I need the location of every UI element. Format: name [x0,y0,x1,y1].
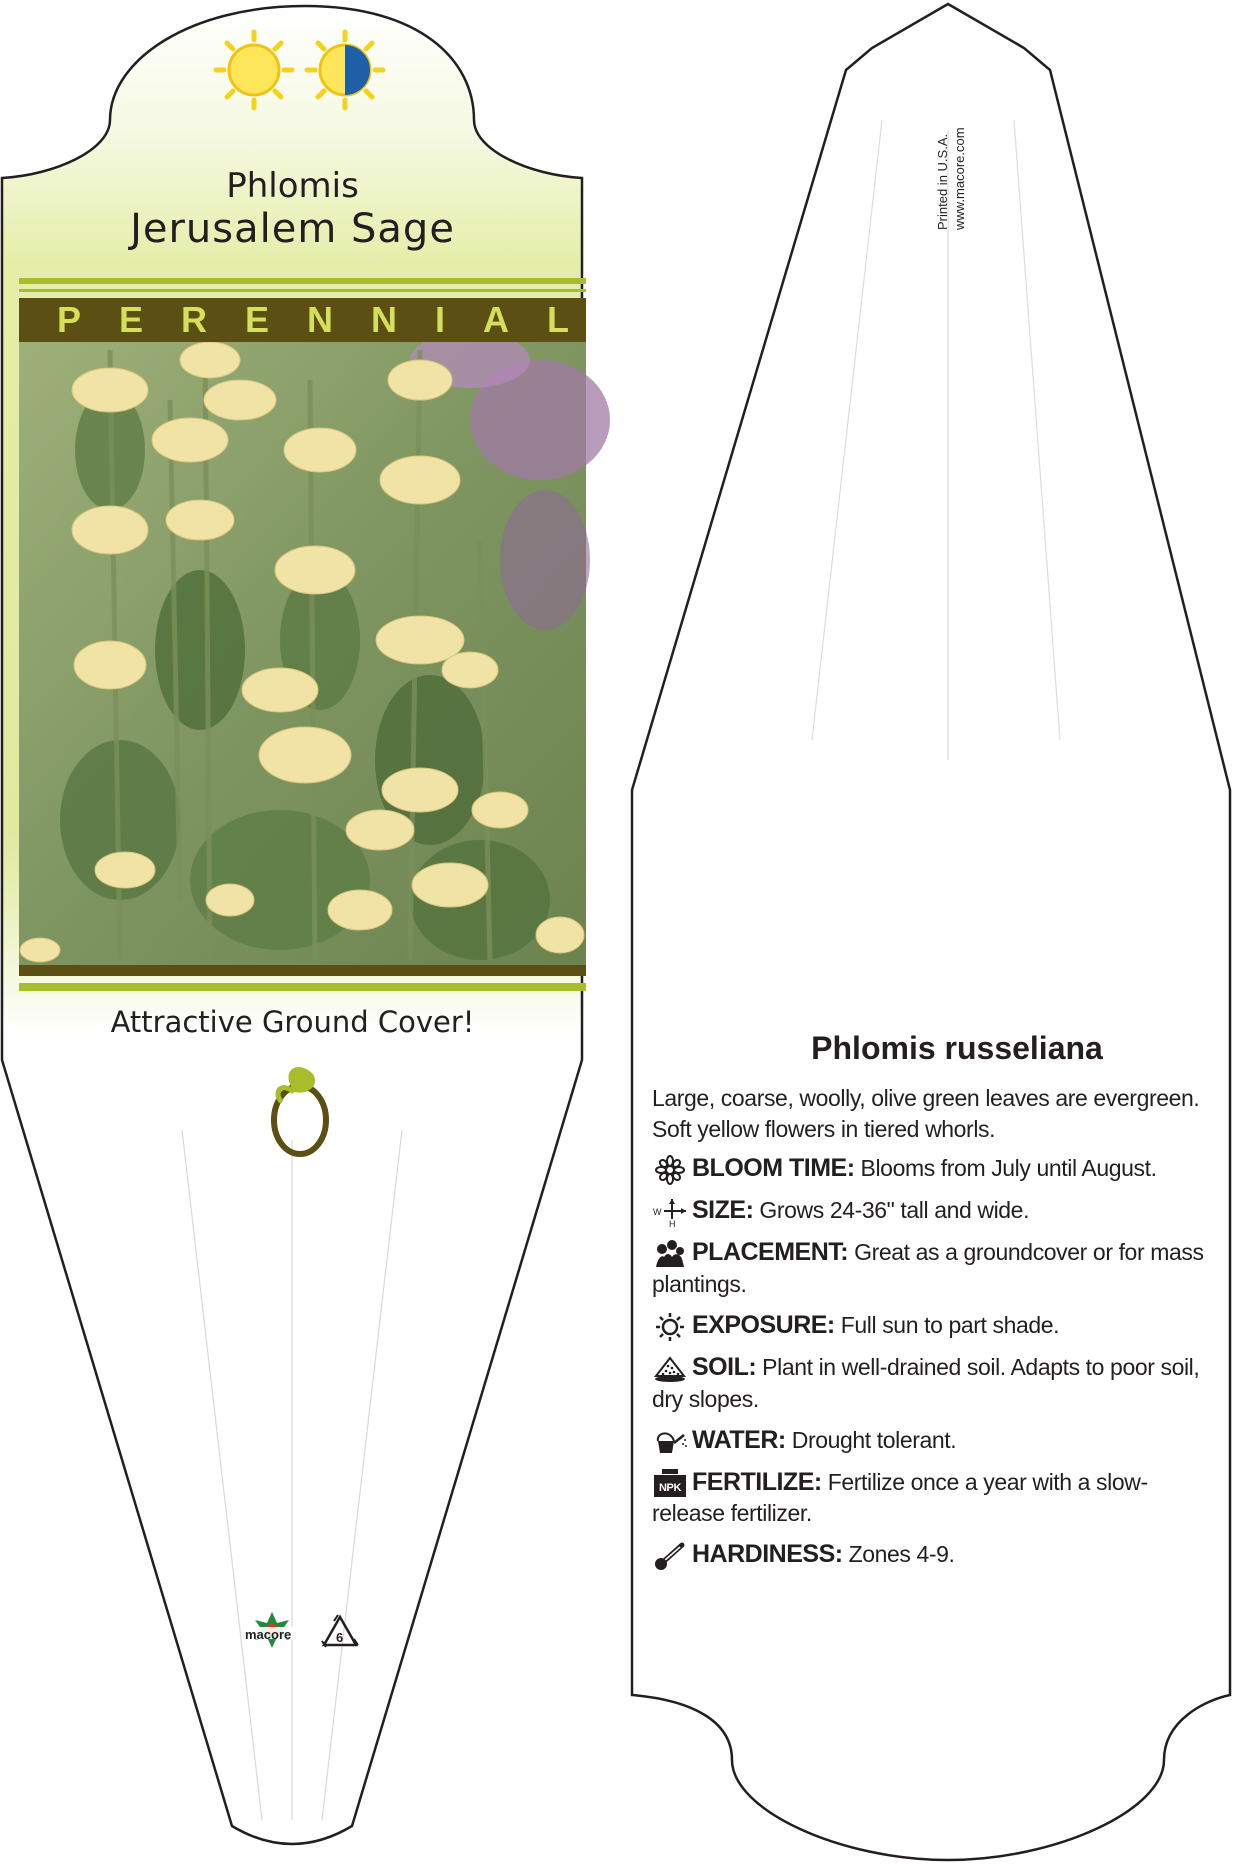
rule-top-2 [19,289,586,292]
rule-bottom [19,983,586,991]
attribute-bloom-time: BLOOM TIME: Blooms from July until August. [652,1153,1212,1185]
description: Large, coarse, woolly, olive green leaves are evergreen. Soft yellow flowers in tiered whorls. [652,1085,1200,1142]
attribute-fertilize: NPK FERTILIZE: Fertilize once a year with a slow-release fertilizer. [652,1467,1148,1527]
recycle-code: 6 [336,1630,344,1645]
attribute-water: WATER: Drought tolerant. [652,1425,1212,1457]
soil-icon [652,1354,688,1384]
brand-name: macore [245,1627,292,1642]
attribute-soil: SOIL: Plant in well-drained soil. Adapts to poor soil, dry slopes. [652,1352,1200,1412]
watering-can-icon [652,1427,688,1457]
attribute-exposure: EXPOSURE: Full sun to part shade. [652,1310,1212,1342]
attribute-hardiness: HARDINESS: Zones 4-9. [652,1539,1212,1571]
thermometer-icon [652,1541,688,1571]
size-arrows-icon [652,1197,688,1227]
npk-icon [652,1468,688,1498]
sun-outline-icon [652,1312,688,1342]
category-label: PERENNIAL [57,299,608,340]
flower-icon [652,1155,688,1185]
attribute-size: W H SIZE: Grows 24-36" tall and wide. [653,1195,1030,1227]
attribute-placement: PLACEMENT: Great as a groundcover or for mass plantings. [652,1237,1204,1297]
care-info [652,1030,1212,1581]
print-info [934,127,968,230]
rule-bottom-band [19,965,586,976]
rule-top [19,278,586,284]
plants-icon [652,1239,688,1269]
tagline: Attractive Ground Cover! [110,1005,475,1039]
printed-in: Printed in U.S.A. [935,133,950,230]
genus-name: Phlomis [226,166,359,206]
plant-photo [19,332,610,965]
scientific-name: Phlomis russeliana [811,1030,1103,1066]
common-name: Jerusalem Sage [130,206,455,252]
svg-text:H: H [669,1218,676,1227]
back-tag-outline [632,4,1230,1860]
svg-text:W: W [653,1206,662,1217]
svg-text:NPK: NPK [658,1482,682,1495]
website: www.macore.com [952,127,967,230]
